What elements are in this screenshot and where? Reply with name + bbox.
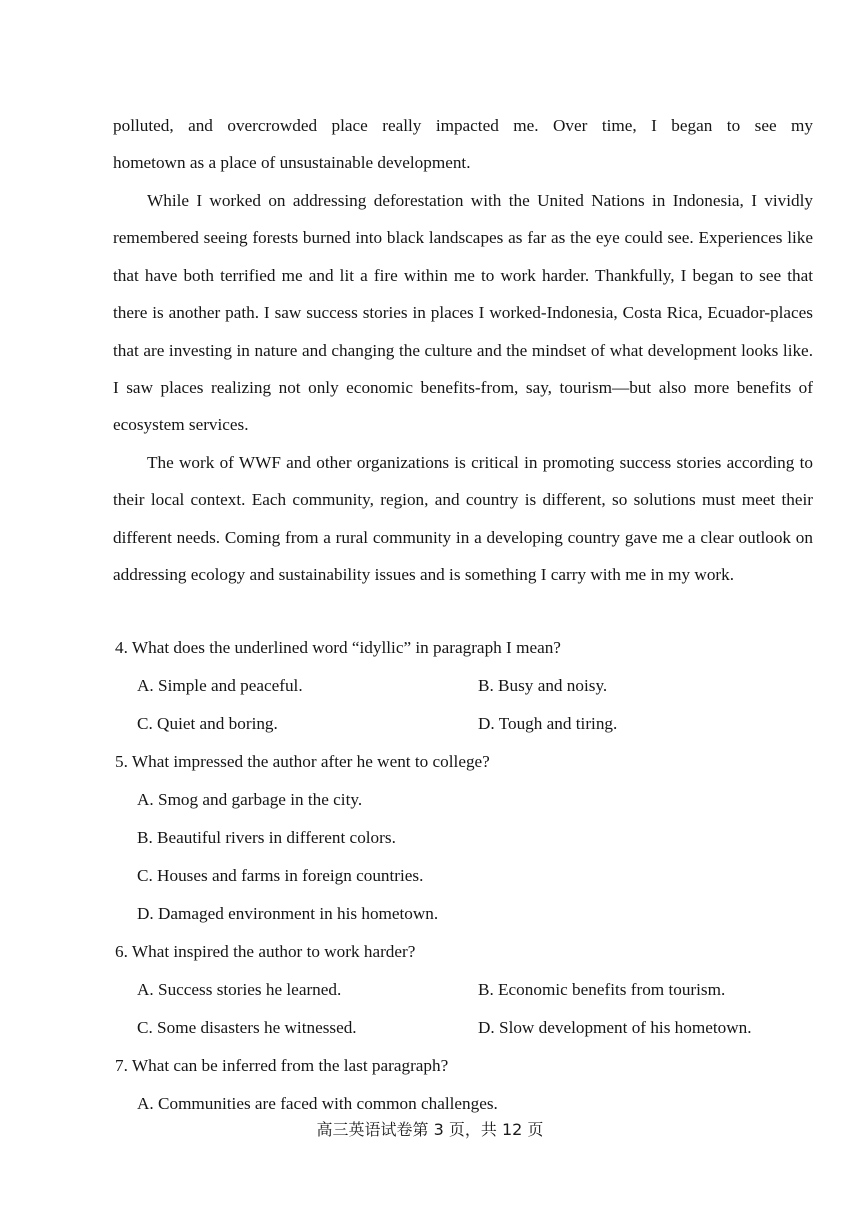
answer-option: B. Economic benefits from tourism. bbox=[478, 980, 726, 999]
passage-paragraph-text: While I worked on addressing deforestation with the United Nations in Indonesia, I vividly remembered seeing forests burned into black landscapes as far as the eye could see. Experiences like that have both terrified me and lit a fire within me to work harder. Thankfully, I began to see that there is another path. I saw success stories in places I worked-Indonesia, Costa Rica, Ecuador-places that are investing in nature and changing the culture and the mindset of what development looks like. I saw places realizing not only economic benefits-from, say, tourism—but also more benefits of ecosystem services. bbox=[113, 191, 813, 435]
answer-option: D. Damaged environment in his hometown. bbox=[137, 904, 439, 923]
question-stem: 6. What inspired the author to work harder? bbox=[115, 942, 416, 961]
answer-option: D. Slow development of his hometown. bbox=[478, 1018, 752, 1037]
answer-option: A. Smog and garbage in the city. bbox=[137, 790, 363, 809]
question-stem: 5. What impressed the author after he went to college? bbox=[115, 752, 490, 771]
answer-option: C. Houses and farms in foreign countries. bbox=[137, 866, 424, 885]
answer-option: B. Busy and noisy. bbox=[478, 676, 608, 695]
passage-line: polluted, and overcrowded place really impacted me. Over time, I began to see my bbox=[113, 116, 813, 135]
passage-paragraph-text: The work of WWF and other organizations is critical in promoting success stories according to their local context. Each community, region, and country is different, so solutions must meet their different needs. Coming from a rural community in a developing country gave me a clear outlook on addressing ecology and sustainability issues and is something I carry with me in my work. bbox=[113, 453, 813, 585]
answer-option: C. Quiet and boring. bbox=[137, 714, 278, 733]
passage-paragraph bbox=[113, 444, 813, 594]
page-footer: 高三英语试卷第 3 页，共 12 页 bbox=[316, 1120, 544, 1139]
answer-option: A. Success stories he learned. bbox=[137, 980, 342, 999]
passage-line: hometown as a place of unsustainable development. bbox=[113, 153, 471, 173]
question-stem: 7. What can be inferred from the last paragraph? bbox=[115, 1056, 449, 1075]
answer-option: C. Some disasters he witnessed. bbox=[137, 1018, 357, 1037]
answer-option: A. Communities are faced with common challenges. bbox=[137, 1094, 498, 1113]
passage-paragraph-continuation bbox=[113, 107, 813, 182]
answer-option: A. Simple and peaceful. bbox=[137, 676, 303, 695]
passage-paragraph bbox=[113, 182, 813, 444]
answer-option: D. Tough and tiring. bbox=[478, 714, 618, 733]
question-stem: 4. What does the underlined word “idyllic” in paragraph I mean? bbox=[115, 638, 561, 657]
answer-option: B. Beautiful rivers in different colors. bbox=[137, 828, 396, 847]
